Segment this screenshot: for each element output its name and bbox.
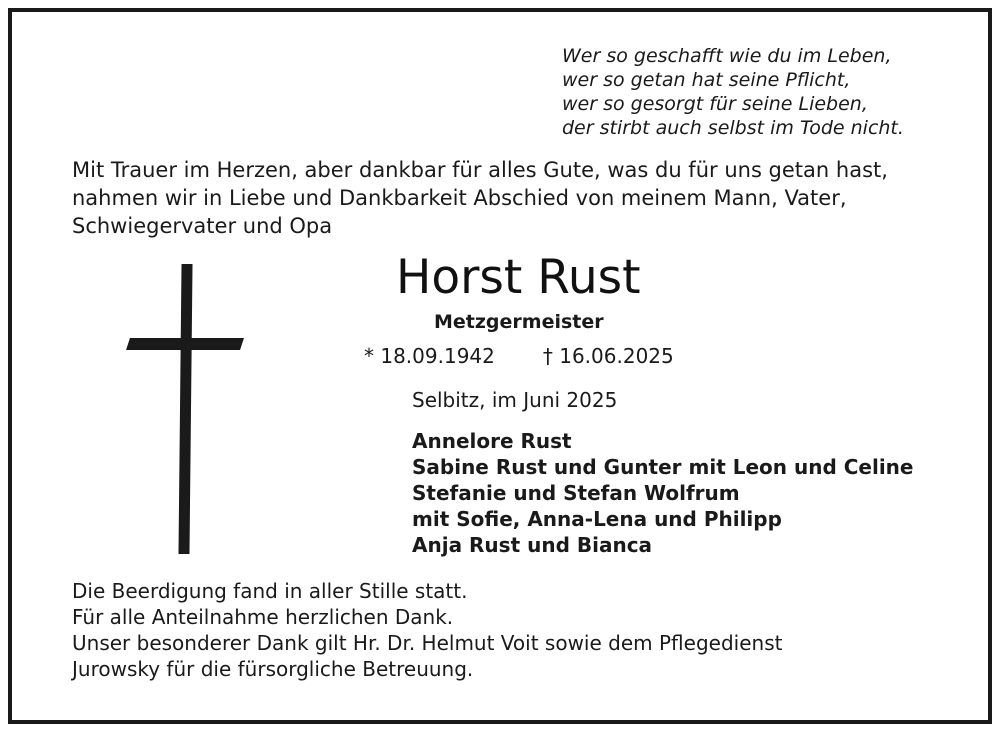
closing-line: Jurowsky für die fürsorgliche Betreuung. [72,657,474,681]
intro-text [72,156,888,240]
closing-text [72,578,782,682]
poem-line: wer so gesorgt für seine Lieben, [562,93,868,115]
intro-line: nahmen wir in Liebe und Dankbarkeit Abschied von meinem Mann, Vater, [72,186,847,210]
closing-line: Die Beerdigung fand in aller Stille statt. [72,579,468,603]
family-line: Stefanie und Stefan Wolfrum [412,481,740,505]
closing-line: Für alle Anteilnahme herzlichen Dank. [72,605,454,629]
death-date: † 16.06.2025 [542,344,674,368]
poem-line: wer so getan hat seine Pflicht, [562,69,851,91]
family-line: Sabine Rust und Gunter mit Leon und Celine [412,455,914,479]
intro-line: Schwiegervater und Opa [72,214,333,238]
poem-line: Wer so geschafft wie du im Leben, [562,45,892,67]
poem [562,44,904,140]
poem-line: der stirbt auch selbst im Tode nicht. [562,117,904,139]
closing-line: Unser besonderer Dank gilt Hr. Dr. Helmut Voit sowie dem Pflegedienst [72,631,783,655]
place-date: Selbitz, im Juni 2025 [412,388,618,412]
family-line: Annelore Rust [412,429,572,453]
life-dates [364,342,674,370]
deceased-profession: Metzgermeister [434,311,604,333]
birth-date: * 18.09.1942 [364,344,495,368]
intro-line: Mit Trauer im Herzen, aber dankbar für alles Gute, was du für uns getan hast, [72,158,888,182]
family-signatories [412,428,913,558]
deceased-name: Horst Rust [396,250,641,305]
family-line: Anja Rust und Bianca [412,533,653,557]
cross-horizontal-beam [126,338,244,350]
family-line: mit Sofie, Anna-Lena und Philipp [412,507,782,531]
